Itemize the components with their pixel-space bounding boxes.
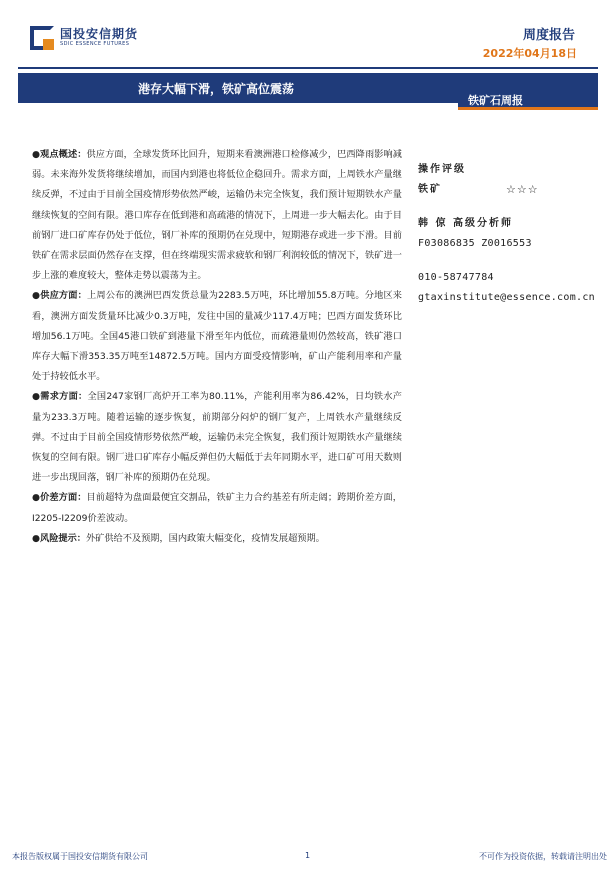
rating-row (418, 180, 608, 200)
analyst-name: 韩 倞 高级分析师 (418, 218, 513, 229)
bullet-icon: ● (32, 532, 41, 544)
paragraph-supply (32, 286, 402, 387)
paragraph-risk (32, 529, 402, 549)
page-number: 1 (305, 851, 311, 860)
page-header (0, 0, 615, 70)
bullet-icon: ● (32, 492, 41, 504)
report-date: 2022年04月18日 (482, 47, 577, 60)
paragraph-overview (32, 145, 402, 286)
contact-phone: 010-58747784 (418, 272, 494, 283)
paragraph-label: 需求方面： (40, 391, 88, 403)
report-type: 周度报告 (522, 28, 575, 43)
disclaimer: 不可作为投资依据，转载请注明出处 (479, 852, 607, 861)
bullet-icon: ● (32, 391, 41, 403)
rating-item: 铁矿 (418, 184, 442, 195)
logo-mark-icon (30, 26, 54, 50)
paragraph-label: 价差方面： (40, 492, 87, 504)
sidebar (418, 160, 608, 308)
report-tag: 铁矿石周报 (468, 94, 523, 107)
logo-chinese-name: 国投安信期货 (60, 27, 139, 41)
paragraph-text: 供应方面，全球发货环比回升，短期来看澳洲港口检修减少，巴西降雨影响减弱。未来海外发货将继续增加，而国内到港也将低位企稳回升。需求方面，上周铁水产量继续反弹，不过由于目前全国疫情形势依然严峻，运输仍未完全恢复，我们预计短期铁水产量继续恢复的空间有限。港口库存在低到港和高疏港的情况下，上周进一步大幅去化。由于目前钢厂进口矿库存仍处于低位，钢厂补库的预期仍在兑现中，短期港存或进一步下滑。目前铁矿在需求层面仍然存在支撑，但在终端现实需求疲软和钢厂利润较低的情况下，铁矿进一步上涨的难度较大，整体走势以震荡为主。 (32, 149, 402, 282)
contact-email[interactable]: gtaxinstitute@essence.com.cn (418, 292, 595, 303)
header-divider (18, 67, 598, 69)
paragraph-label: 观点概述： (40, 149, 87, 160)
paragraph-text: 外矿供给不及预期，国内政策大幅变化，疫情发展超预期。 (85, 532, 325, 544)
paragraph-text: 上周公布的澳洲巴西发货总量为2283.5万吨，环比增加55.8万吨。分地区来看，澳洲方面发货量环比减少0.3万吨，发往中国的量减少117.4万吨；巴西方面发货环比增加56.1万吨。全国45港口铁矿到港量下滑至年内低位，而疏港量则仍然较高，铁矿港口库存大幅下滑353.35万吨至14872.5万吨。国内方面受疫情影响，矿山产能利用率和产量处于持较低水平。 (32, 290, 402, 383)
page-footer (0, 846, 615, 870)
paragraph-demand (32, 387, 402, 488)
paragraph-text: 目前超特为盘面最便宜交割品，铁矿主力合约基差有所走阔；跨期价差方面，I2205-I2209价差波动。 (32, 492, 402, 524)
paragraph-spread (32, 488, 402, 528)
bullet-icon: ● (32, 149, 41, 160)
paragraph-text: 全国247家钢厂高炉开工率为80.11%，产能利用率为86.42%，日均铁水产量为233.3万吨。随着运输的逐步恢复，前期部分闷炉的钢厂复产，上周铁水产量继续反弹。不过由于目前全国疫情形势依然严峻，运输仍未完全恢复，我们预计短期铁水产量继续恢复的空间有限。钢厂进口矿库存小幅反弹但仍大幅低于去年同期水平，进口矿可用天数则进一步出现回落，钢厂补库的预期仍在兑现。 (32, 391, 402, 484)
paragraph-label: 供应方面： (40, 290, 88, 302)
main-content (32, 145, 402, 549)
copyright-notice: 本报告版权属于国投安信期货有限公司 (12, 852, 148, 861)
logo-english-name: SDIC ESSENCE FUTURES (60, 41, 130, 47)
rating-stars-icon: ☆☆☆ (506, 183, 539, 196)
company-logo (30, 26, 138, 50)
report-title: 港存大幅下滑，铁矿高位震荡 (138, 82, 295, 96)
rating-title: 操作评级 (418, 164, 466, 175)
analyst-license: F03086835 Z0016553 (418, 238, 532, 249)
paragraph-label: 风险提示： (40, 532, 86, 544)
bullet-icon: ● (32, 290, 41, 302)
